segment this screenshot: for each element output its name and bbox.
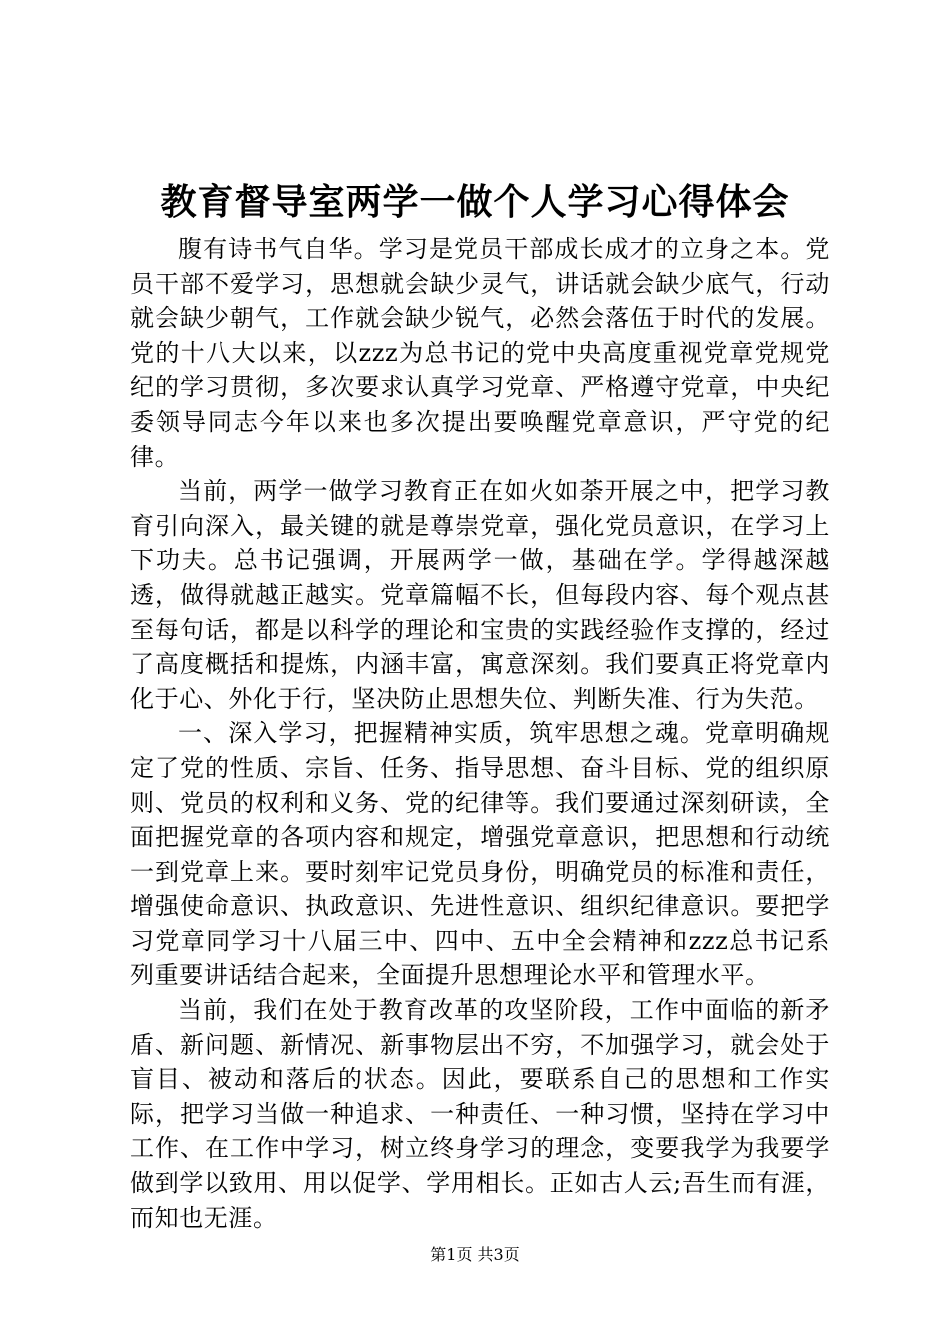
paragraph: 一、深入学习，把握精神实质，筑牢思想之魂。党章明确规定了党的性质、宗旨、任务、指导思想、奋斗目标、党的组织原则、党员的权利和义务、党的纪律等。我们要通过深刻研读，全面把握党章的各项内容和规定，增强党章意识，把思想和行动统一到党章上来。要时刻牢记党员身份，明确党员的标准和责任，增强使命意识、执政意识、先进性意识、组织纪律意识。要把学习党章同学习十八届三中、四中、五中全会精神和zzz总书记系列重要讲话结合起来，全面提升思想理论水平和管理水平。 <box>130 719 830 990</box>
document-body <box>130 232 830 1235</box>
paragraph: 当前，我们在处于教育改革的攻坚阶段，工作中面临的新矛盾、新问题、新情况、新事物层出不穷，不加强学习，就会处于盲目、被动和落后的状态。因此，要联系自己的思想和工作实际，把学习当做一种追求、一种责任、一种习惯，坚持在学习中工作、在工作中学习，树立终身学习的理念，变要我学为我要学做到学以致用、用以促学、学用相长。正如古人云;吾生而有涯，而知也无涯。 <box>130 996 830 1232</box>
paragraph: 腹有诗书气自华。学习是党员干部成长成才的立身之本。党员干部不爱学习，思想就会缺少灵气，讲话就会缺少底气，行动就会缺少朝气，工作就会缺少锐气，必然会落伍于时代的发展。党的十八大以来，以zzz为总书记的党中央高度重视党章党规党纪的学习贯彻，多次要求认真学习党章、严格遵守党章，中央纪委领导同志今年以来也多次提出要唤醒党章意识，严守党的纪律。 <box>130 235 830 471</box>
document-title: 教育督导室两学一做个人学习心得体会 <box>160 182 790 223</box>
paragraph: 当前，两学一做学习教育正在如火如荼开展之中，把学习教育引向深入，最关键的就是尊崇党章，强化党员意识，在学习上下功夫。总书记强调，开展两学一做，基础在学。学得越深越透，做得就越正越实。党章篇幅不长，但每段内容、每个观点甚至每句话，都是以科学的理论和宝贵的实践经验作支撑的，经过了高度概括和提炼，内涵丰富，寓意深刻。我们要真正将党章内化于心、外化于行，坚决防止思想失位、判断失准、行为失范。 <box>130 477 830 713</box>
page-number-footer: 第1页 共3页 <box>430 1245 520 1264</box>
